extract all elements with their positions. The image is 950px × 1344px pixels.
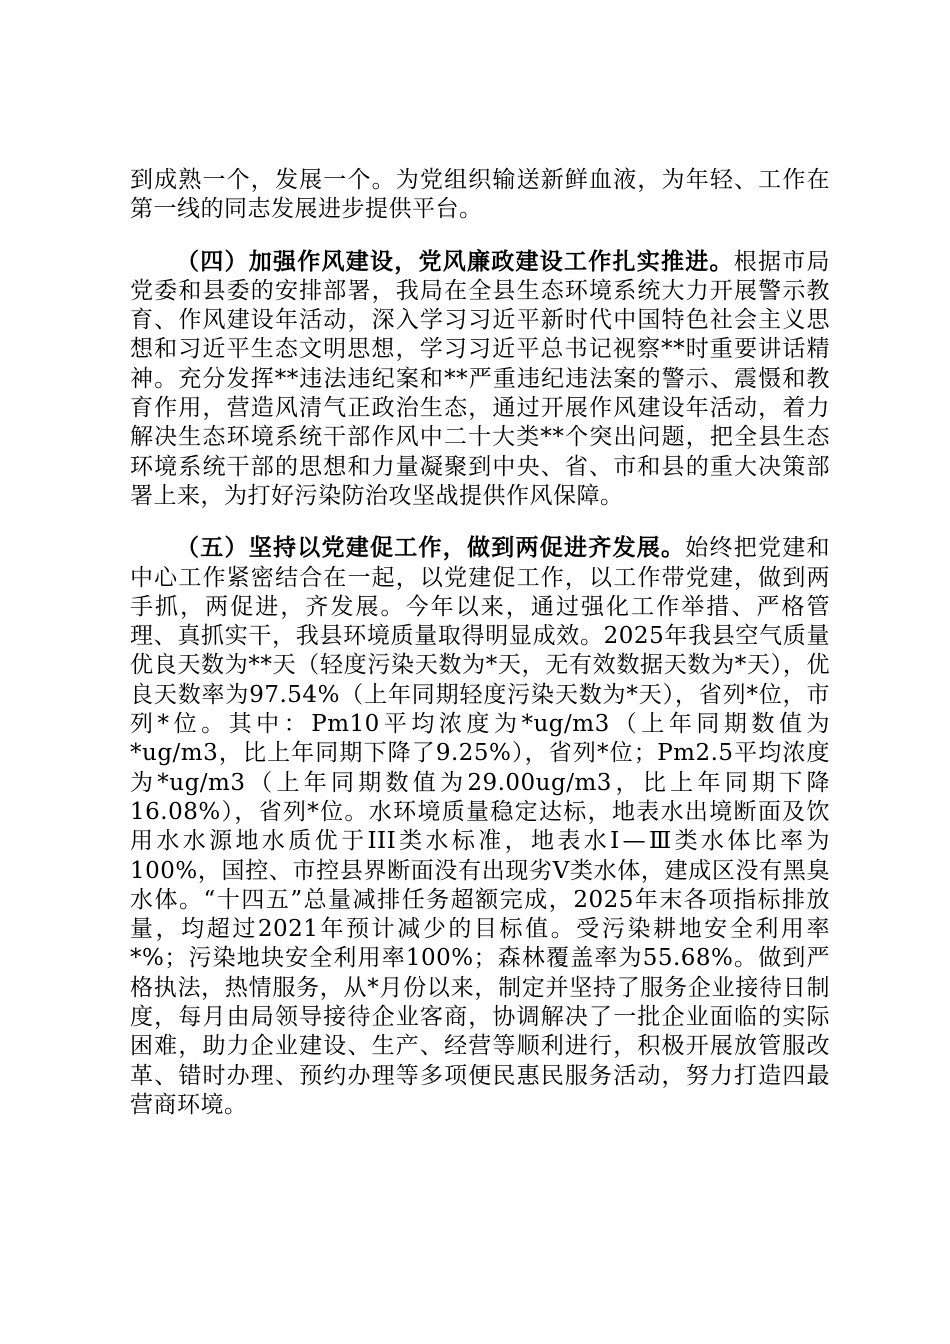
paragraph-continuation: [130, 166, 830, 225]
section-heading: （四）加强作风建设，党风廉政建设工作扎实推进。: [176, 247, 734, 275]
paragraph-body: 始终把党建和中心工作紧密结合在一起，以党建促工作，以工作带党建，做到两手抓，两促进，齐发展。今年以来，通过强化工作举措、严格管理、真抓实干，我县环境质量取得明显成效。2025年我县空气质量优良天数为**天（轻度污染天数为*天，无有效数据天数为*天），优良天数率为97.54%（上年同期轻度污染天数为*天），省列*位，市列*位。其中：Pm10平均浓度为*ug/m3（上年同期数值为*ug/m3，比上年同期下降了9.25%），省列*位；Pm2.5平均浓度为*ug/m3（上年同期数值为29.00ug/m3，比上年同期下降16.08%），省列*位。水环境质量稳定达标，地表水出境断面及饮用水水源地水质优于III类水标准，地表水Ⅰ—Ⅲ类水体比率为100%，国控、市控县界断面没有出现劣Ⅴ类水体，建成区没有黑臭水体。“十四五”总量减排任务超额完成，2025年末各项指标排放量，均超过2021年预计减少的目标值。受污染耕地安全利用率*%；污染地块安全利用率100%；森林覆盖率为55.68%。做到严格执法，热情服务，从*月份以来，制定并坚持了服务企业接待日制度，每月由局领导接待企业客商，协调解决了一批企业面临的实际困难，助力企业建设、生产、经营等顺利进行，积极开展放管服改革、错时办理、预约办理等多项便民惠民服务活动，努力打造四最营商环境。: [130, 535, 830, 1118]
paragraph-body: 根据市局党委和县委的安排部署，我局在全县生态环境系统大力开展警示教育、作风建设年活动，深入学习习近平新时代中国特色社会主义思想和习近平生态文明思想，学习习近平总书记视察**时重要讲话精神。充分发挥**违法违纪案和**严重违纪违法案的警示、震慑和教育作用，营造风清气正政治生态，通过开展作风建设年活动，着力解决生态环境系统干部作风中二十大类**个突出问题，把全县生态环境系统干部的思想和力量凝聚到中央、省、市和县的重大决策部署上来，为打好污染防治攻坚战提供作风保障。: [130, 248, 830, 509]
paragraph-section-4: [130, 247, 830, 512]
paragraph-section-5: [130, 533, 830, 1120]
document-page: [130, 166, 830, 1120]
section-heading: （五）坚持以党建促工作，做到两促进齐发展。: [176, 534, 686, 562]
paragraph-body: 到成熟一个，发展一个。为党组织输送新鲜血液，为年轻、工作在第一线的同志发展进步提供平台。: [130, 167, 830, 223]
